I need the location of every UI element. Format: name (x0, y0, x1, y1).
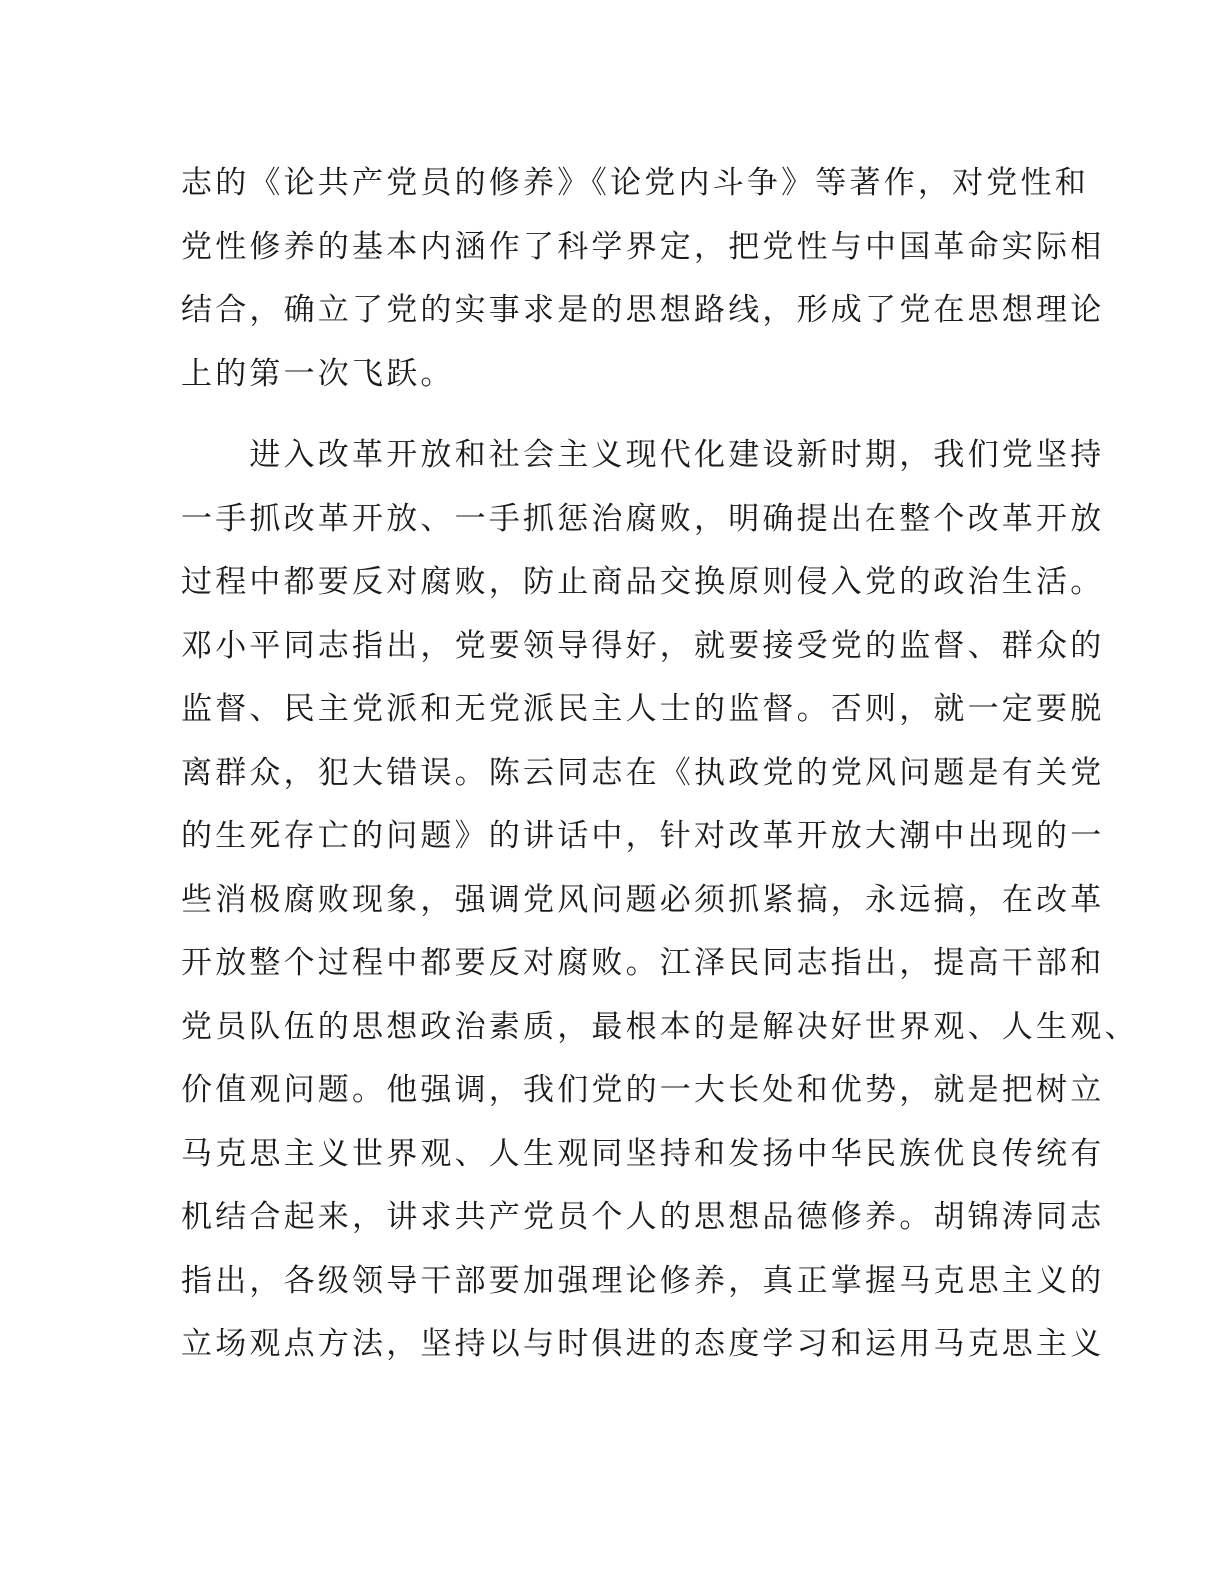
text-line: 指出，各级领导干部要加强理论修养，真正掌握马克思主义的 (181, 1262, 1105, 1299)
text-line: 党员队伍的思想政治素质，最根本的是解决好世界观、人生观、 (181, 1008, 1139, 1045)
text-line: 上的第一次飞跃。 (181, 355, 455, 392)
text-line: 马克思主义世界观、人生观同坚持和发扬中华民族优良传统有 (181, 1135, 1105, 1172)
text-line: 结合，确立了党的实事求是的思想路线，形成了党在思想理论 (181, 292, 1105, 328)
text-line: 些消极腐败现象，强调党风问题必须抓紧搞，永远搞，在改革 (181, 881, 1105, 918)
text-line: 党性修养的基本内涵作了科学界定，把党性与中国革命实际相 (181, 228, 1105, 265)
text-line: 过程中都要反对腐败，防止商品交换原则侵入党的政治生活。 (181, 564, 1105, 600)
text-line: 进入改革开放和社会主义现代化建设新时期，我们党坚持 (181, 437, 1105, 473)
paragraph-reform-era (181, 424, 1139, 1377)
text-line: 邓小平同志指出，党要领导得好，就要接受党的监督、群众的 (181, 627, 1105, 664)
text-line: 一手抓改革开放、一手抓惩治腐败，明确提出在整个改革开放 (181, 500, 1105, 537)
text-line: 立场观点方法，坚持以与时俱进的态度学习和运用马克思主义 (181, 1326, 1105, 1362)
text-line: 价值观问题。他强调，我们党的一大长处和优势，就是把树立 (181, 1072, 1105, 1108)
text-line: 机结合起来，讲求共产党员个人的思想品德修养。胡锦涛同志 (181, 1199, 1105, 1235)
text-line: 志的《论共产党员的修养》《论党内斗争》等著作，对党性和 (181, 165, 1089, 201)
text-line: 离群众，犯大错误。陈云同志在《执政党的党风问题是有关党 (181, 754, 1105, 791)
text-line: 开放整个过程中都要反对腐败。江泽民同志指出，提高干部和 (181, 945, 1105, 981)
paragraph-continuation (181, 152, 1105, 406)
text-line: 监督、民主党派和无党派民主人士的监督。否则，就一定要脱 (181, 691, 1105, 727)
text-line: 的生死存亡的问题》的讲话中，针对改革开放大潮中出现的一 (181, 818, 1105, 854)
